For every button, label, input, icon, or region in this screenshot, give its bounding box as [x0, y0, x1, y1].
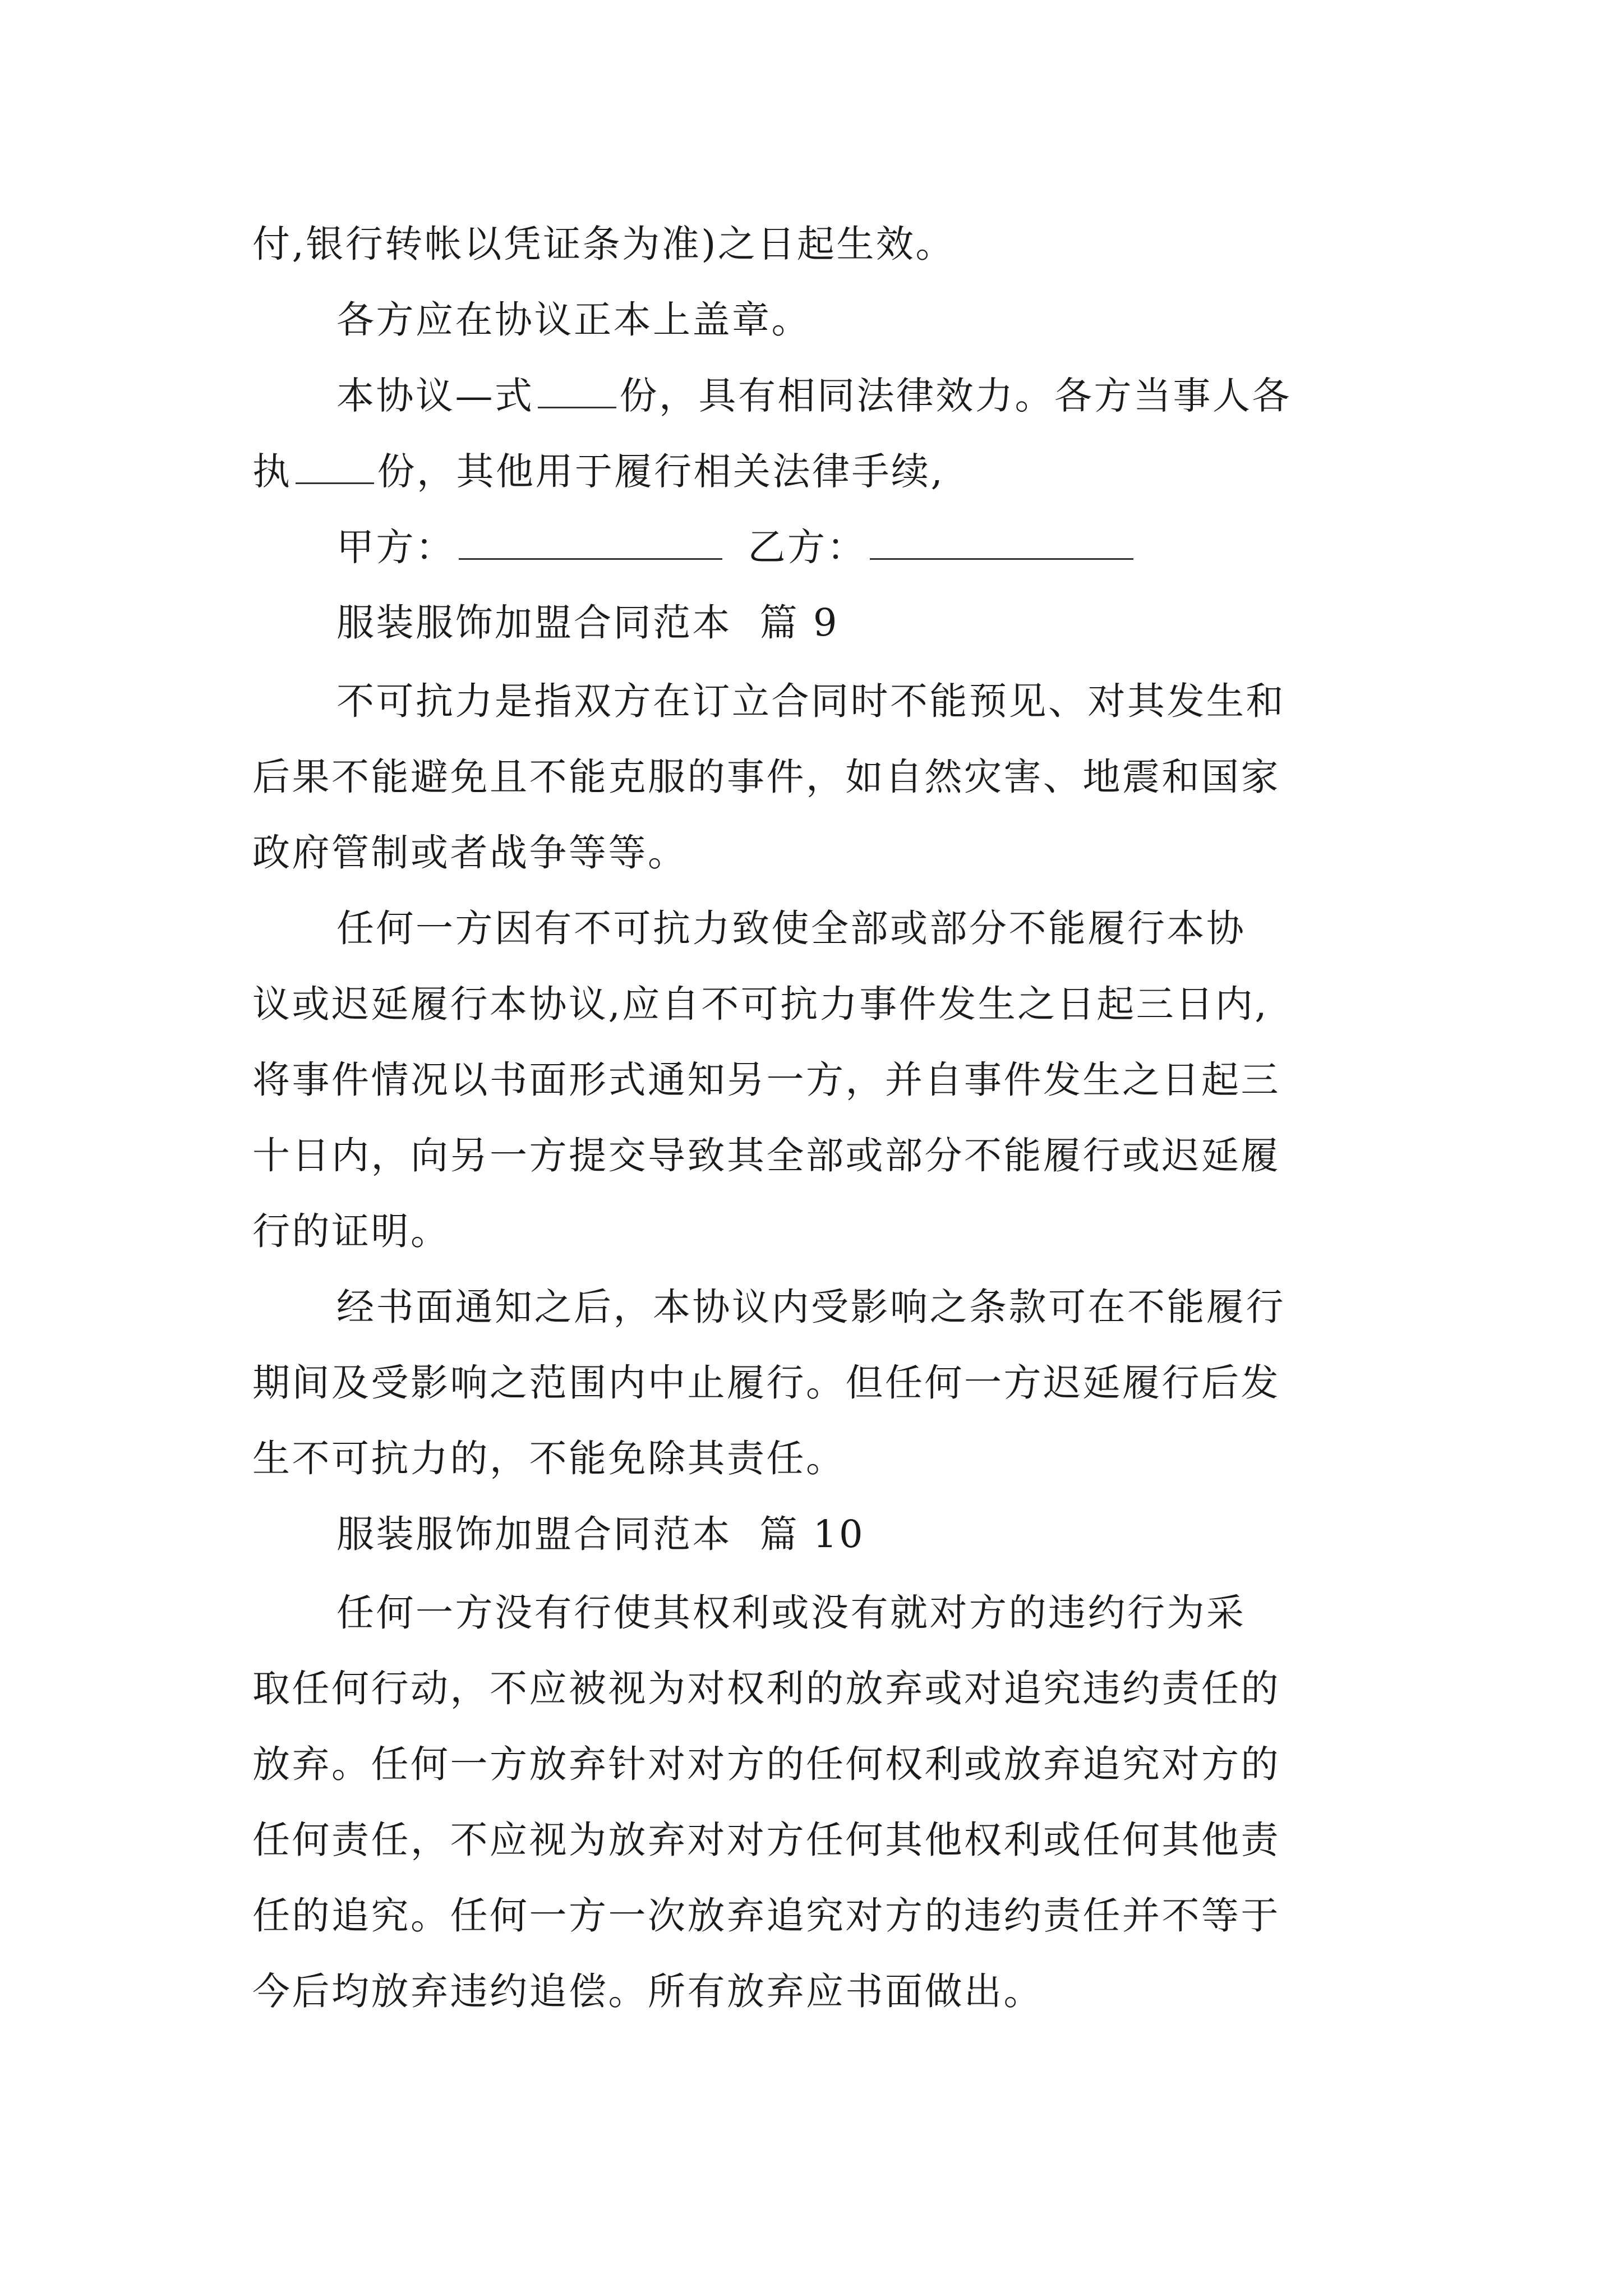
text-segment: 份，其他用于履行相关法律手续,	[377, 449, 945, 494]
text-line: 生不可抗力的，不能免除其责任。	[252, 1437, 846, 1480]
fill-in-blank	[538, 373, 616, 408]
text-line: 放弃。任何一方放弃针对对方的任何权利或放弃追究对方的	[252, 1742, 1280, 1786]
text-line: 今后均放弃违约追偿。所有放弃应书面做出。	[252, 1970, 1043, 2013]
text-line: 任何一方没有行使其权利或没有就对方的违约行为采	[336, 1591, 1246, 1635]
party-b-blank	[870, 524, 1133, 560]
text-line: 将事件情况以书面形式通知另一方，并自事件发生之日起三	[252, 1058, 1280, 1102]
text-line: 任何责任，不应视为放弃对对方任何其他权利或任何其他责	[252, 1818, 1280, 1862]
text-line: 各方应在协议正本上盖章。	[336, 298, 811, 342]
text-segment: 执	[252, 449, 292, 494]
text-line: 取任何行动，不应被视为对权利的放弃或对追究违约责任的	[252, 1667, 1280, 1710]
text-line	[336, 373, 1396, 418]
text-line: 任何一方因有不可抗力致使全部或部分不能履行本协	[336, 907, 1246, 950]
party-a-label: 甲方：	[336, 525, 455, 569]
section-heading: 服装服饰加盟合同范本 篇 9	[336, 601, 840, 645]
text-line: 议或迟延履行本协议,应自不可抗力事件发生之日起三日内,	[252, 982, 1269, 1026]
text-line: 政府管制或者战争等等。	[252, 831, 688, 875]
signature-line	[336, 524, 1396, 570]
party-a-blank	[459, 524, 722, 560]
section-heading: 服装服饰加盟合同范本 篇 10	[336, 1512, 865, 1556]
text-line: 经书面通知之后，本协议内受影响之条款可在不能履行	[336, 1285, 1285, 1329]
text-line: 任的追究。任何一方一次放弃追究对方的违约责任并不等于	[252, 1894, 1280, 1938]
text-line: 行的证明。	[252, 1209, 450, 1253]
fill-in-blank	[296, 449, 374, 484]
text-segment: 份，具有相同法律效力。各方当事人各	[619, 374, 1292, 418]
text-line: 后果不能避免且不能克服的事件，如自然灾害、地震和国家	[252, 755, 1280, 799]
text-line: 期间及受影响之范围内中止履行。但任何一方迟延履行后发	[252, 1361, 1280, 1405]
text-segment: 本协议—式	[336, 374, 534, 418]
party-b-label: 乙方：	[748, 525, 866, 569]
text-line: 不可抗力是指双方在订立合同时不能预见、对其发生和	[336, 679, 1285, 723]
text-line: 付,银行转帐以凭证条为准)之日起生效。	[252, 222, 955, 266]
text-line	[252, 449, 1396, 494]
text-line: 十日内，向另一方提交导致其全部或部分不能履行或迟延履	[252, 1134, 1280, 1177]
